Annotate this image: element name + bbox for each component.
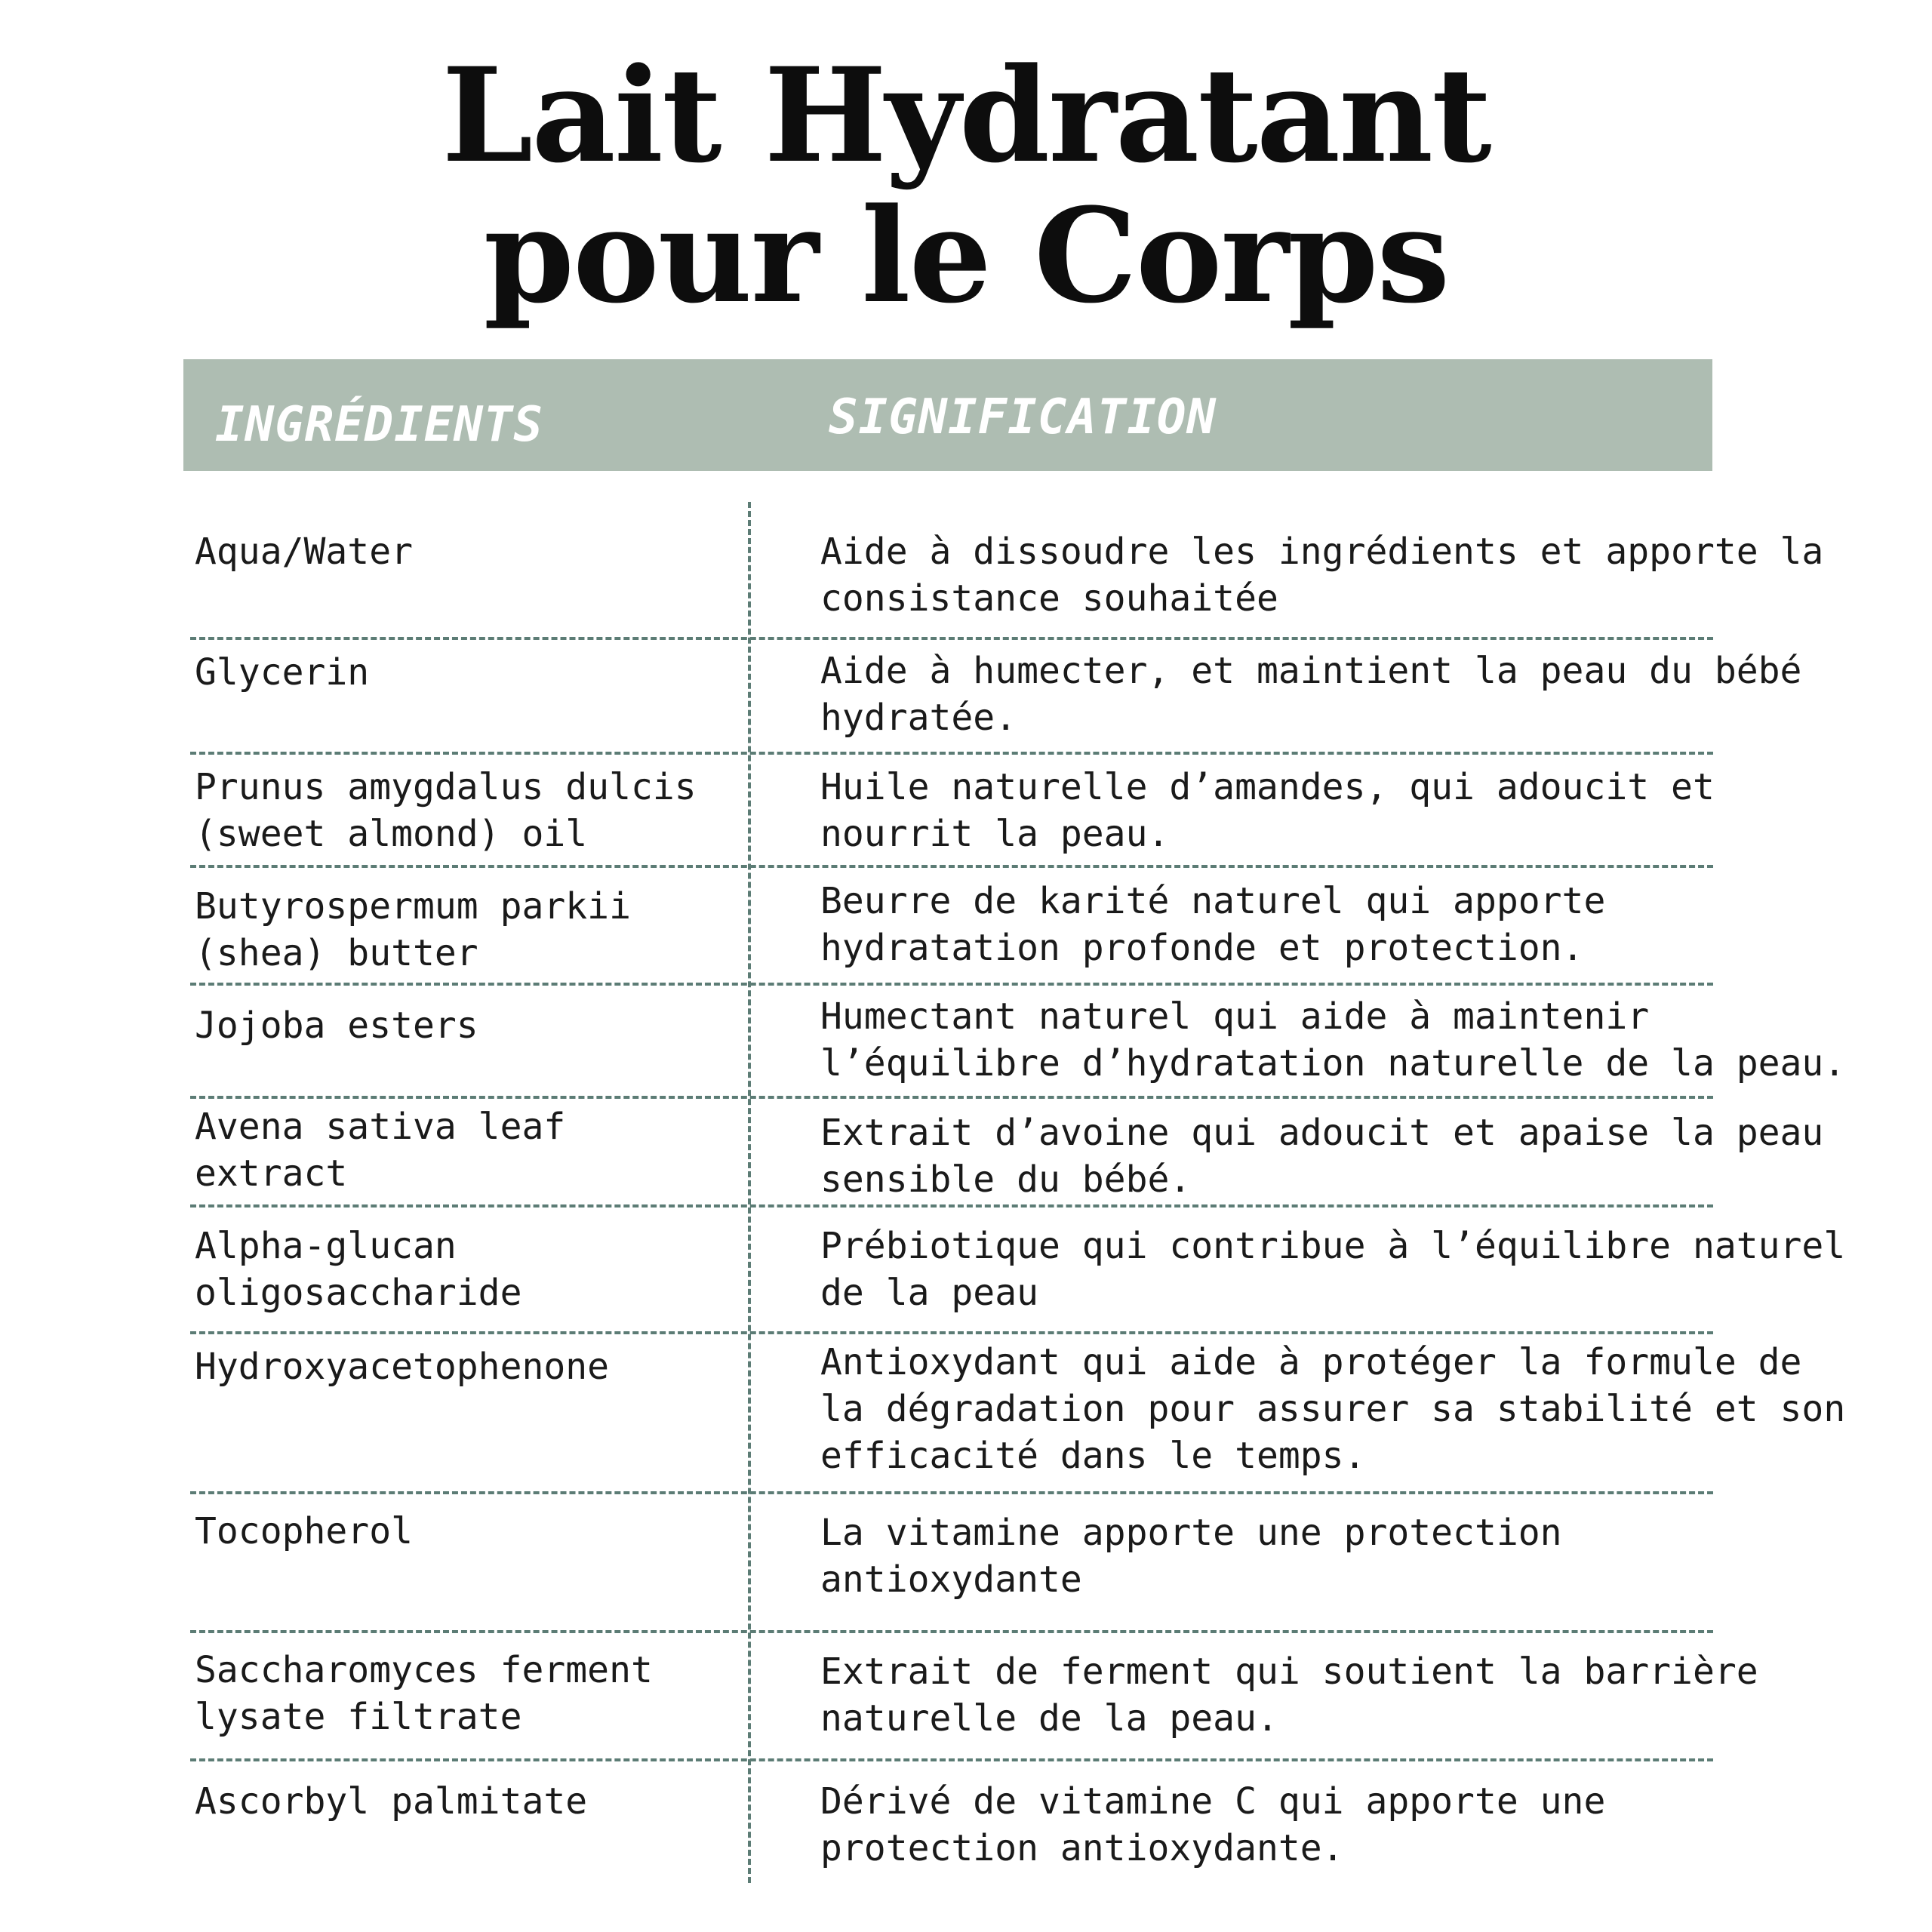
ingredient-name: Aqua/Water	[195, 531, 413, 573]
ingredient-meaning: Extrait de ferment qui soutient la barrière naturelle de la peau.	[820, 1651, 1758, 1740]
column-header-signification: SIGNIFICATION	[829, 389, 1217, 445]
ingredient-meaning: Humectant naturel qui aide à maintenir l’équilibre d’hydratation naturelle de la peau.	[820, 995, 1846, 1084]
title-line-1: Lait Hydratant	[441, 38, 1491, 192]
ingredient-name: Avena sativa leaf extract	[195, 1106, 566, 1195]
ingredient-name: Ascorbyl palmitate	[195, 1780, 588, 1823]
ingredient-meaning: Beurre de karité naturel qui apporte hydratation profonde et protection.	[820, 880, 1606, 969]
title-line-2: pour le Corps	[483, 179, 1449, 332]
row-separator	[190, 1096, 1713, 1099]
ingredient-meaning: Dérivé de vitamine C qui apporte une protection antioxydante.	[820, 1780, 1606, 1869]
ingredient-meaning: Extrait d’avoine qui adoucit et apaise la peau sensible du bébé.	[820, 1112, 1824, 1201]
ingredient-name: Tocopherol	[195, 1510, 413, 1552]
row-separator	[190, 637, 1713, 640]
ingredient-name: Hydroxyacetophenone	[195, 1346, 610, 1388]
ingredient-meaning: Prébiotique qui contribue à l’équilibre naturel de la peau	[820, 1225, 1846, 1314]
row-separator	[190, 1491, 1713, 1494]
row-separator	[190, 1204, 1713, 1208]
row-separator	[190, 1630, 1713, 1633]
ingredient-meaning: Aide à humecter, et maintient la peau du bébé hydratée.	[820, 650, 1802, 739]
ingredient-name: Jojoba esters	[195, 1004, 478, 1047]
ingredient-meaning: Huile naturelle d’amandes, qui adoucit et nourrit la peau.	[820, 766, 1715, 855]
ingredient-meaning: La vitamine apporte une protection antioxydante	[820, 1512, 1562, 1601]
ingredient-name: Butyrospermum parkii (shea) butter	[195, 885, 631, 974]
row-separator	[190, 865, 1713, 868]
row-separator	[190, 1331, 1713, 1334]
column-header-ingredients: INGRÉDIENTS	[215, 397, 543, 453]
ingredient-meaning: Aide à dissoudre les ingrédients et apporte la consistance souhaitée	[820, 531, 1824, 620]
ingredient-name: Saccharomyces ferment lysate filtrate	[195, 1649, 653, 1738]
ingredient-meaning: Antioxydant qui aide à protéger la formule de la dégradation pour assurer sa stabilité et son efficacité dans le temps.	[820, 1341, 1846, 1477]
ingredient-name: Prunus amygdalus dulcis (sweet almond) oil	[195, 766, 697, 855]
row-separator	[190, 1758, 1713, 1761]
row-separator	[190, 983, 1713, 986]
ingredient-name: Alpha-glucan oligosaccharide	[195, 1225, 522, 1314]
ingredient-name: Glycerin	[195, 651, 370, 694]
row-separator	[190, 752, 1713, 755]
